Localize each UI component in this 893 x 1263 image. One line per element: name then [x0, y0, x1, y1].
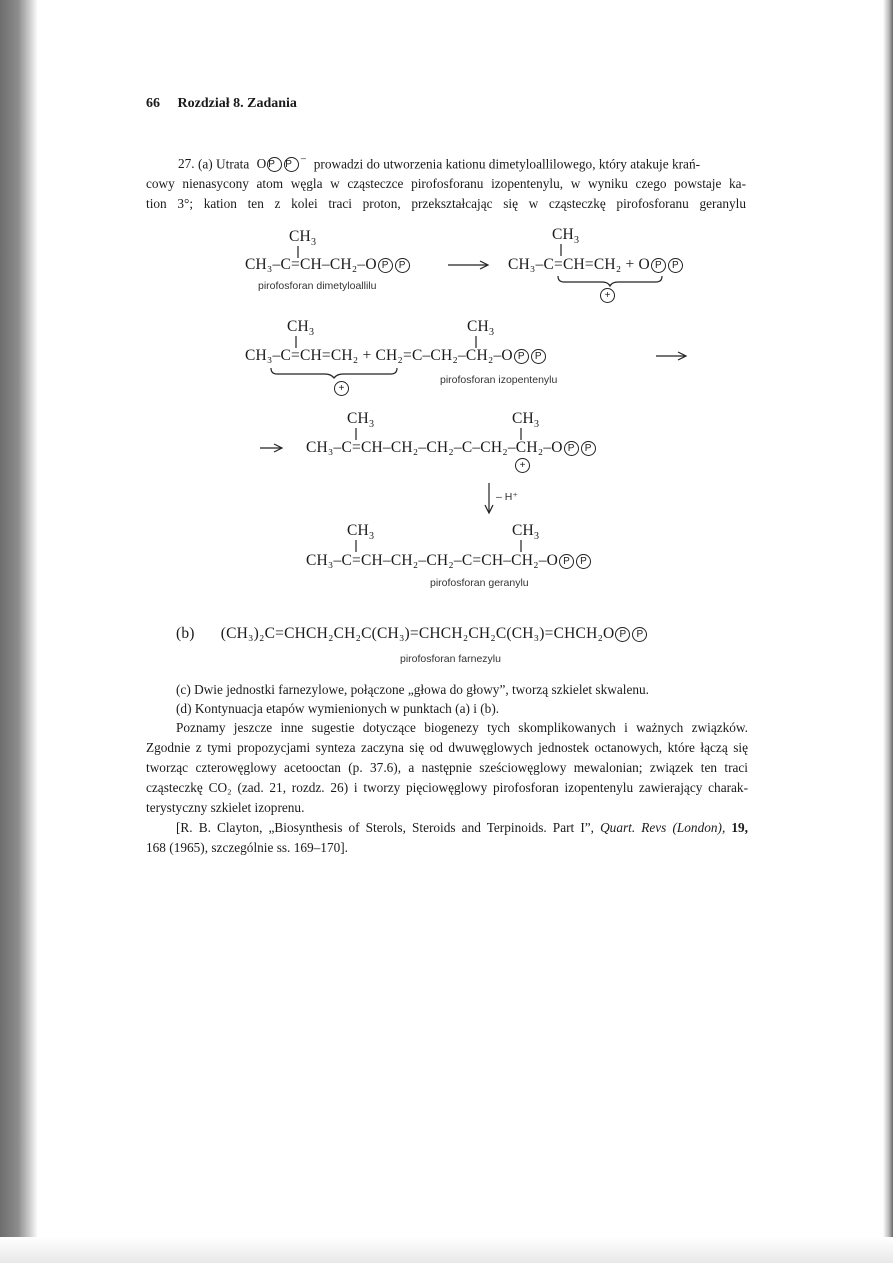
methyl-group: $CH_3$ [512, 522, 540, 543]
reference-line-1: [R. B. Clayton, „Biosynthesis of Sterols, Steroids and Terpinoids. Part I”, Quart. Revs (London), 19, [176, 820, 748, 835]
label-dmapp: pirofosforan dimetyloallilu [258, 280, 377, 292]
note-line: cząsteczkę CO₂ (zad. 21, rozdz. 26) i tworzy pięciowęglowy pirofosforan izopentenylu zawierający charak- [146, 780, 748, 795]
note-line: tworząc czterowęglowy acetooctan (p. 37.6), a następnie sześciowęglowy mewalonian; związek ten traci [146, 760, 748, 775]
methyl-group: $CH_3$ [512, 410, 540, 431]
methyl-group: $CH_3$ [347, 522, 375, 543]
dmapp-formula: CH₃–C=CH–CH₂–O P P [245, 256, 411, 274]
reference-line-2: 168 (1965), szczególnie ss. 169–170]. [146, 840, 348, 855]
intro-text-a: (a) Utrata [197, 156, 250, 172]
methyl-group: $CH_3$ [552, 226, 580, 247]
positive-charge: + [333, 379, 350, 397]
positive-charge: + [514, 456, 531, 474]
p-circle: P [267, 157, 282, 172]
problem-number: 27. [178, 156, 195, 172]
note-line: terystyczny szkielet izoprenu. [146, 800, 305, 815]
journal-title: Quart. Revs (London), [600, 820, 726, 835]
allyl-cation-formula: CH₃–C=CH=CH₂ + O P P [508, 256, 684, 274]
part-d: (d) Kontynuacja etapów wymienionych w punktach (a) i (b). [176, 701, 500, 716]
geranyl-formula: CH₃–C=CH–CH₂–CH₂–C=CH–CH₂–O P P [306, 552, 592, 570]
p-circle: P [284, 157, 299, 172]
intro-line-3: tion 3°; kation ten z kolei traci proton, przekształcając się w cząsteczkę pirofosforanu geranylu [146, 196, 746, 212]
note-paragraph [146, 718, 748, 818]
part-b-label: (b) [176, 625, 195, 642]
allyl-brace [271, 368, 397, 378]
farnesyl-formula: (CH₃)₂C=CHCH₂CH₂C(CH₃)=CHCH₂CH₂C(CH₃)=CHCH₂O [220, 625, 615, 642]
positive-charge: + [599, 287, 616, 303]
part-c: (c) Dwie jednostki farnezylowe, połączone „głowa do głowy”, tworzą szkielet skwalenu. [176, 682, 649, 697]
note-line: Zgodnie z tymi propozycjami synteza zaczyna się od dwuwęglowych jednostek octanowych, które łączą się [146, 740, 748, 755]
condensation-formula: CH₃–C=CH=CH₂ + CH₂=C–CH₂–CH₂–O P P [245, 347, 547, 365]
part-b: (b) (CH₃)₂C=CHCH₂CH₂C(CH₃)=CHCH₂CH₂C(CH₃)=CHCH₂O P P [176, 625, 648, 643]
note-line: Poznamy jeszcze inne sugestie dotyczące biogenezy tych skomplikowanych i ważnych związków. [176, 720, 748, 735]
intro-text-b: prowadzi do utworzenia kationu dimetyloallilowego, który atakuje krań- [313, 156, 701, 172]
volume: 19, [731, 820, 748, 835]
methyl-group: $CH_3$ [287, 318, 315, 339]
opp-o: O [256, 156, 267, 172]
methyl-group: $CH_3$ [467, 318, 495, 339]
methyl-group: $CH_3$ [347, 410, 375, 431]
minus-h-label: – H⁺ [496, 491, 518, 503]
label-geranyl: pirofosforan geranylu [430, 577, 529, 589]
allyl-brace [558, 276, 662, 286]
tertiary-cation-formula: CH₃–C=CH–CH₂–CH₂–C–CH₂–CH₂–O P P [306, 439, 597, 457]
chapter-title: Rozdział 8. Zadania [177, 96, 297, 111]
label-ipp: pirofosforan izopentenylu [440, 374, 558, 386]
opp-charge: − [300, 154, 307, 166]
methyl-group: $CH_3$ [289, 228, 317, 249]
reference [146, 818, 748, 858]
label-farnesyl: pirofosforan farnezylu [400, 653, 501, 665]
intro-line-2: cowy nienasycony atom węgla w cząsteczce pirofosforanu izopentenylu, w wyniku czego powstaje ka- [146, 176, 746, 192]
page-number: 66 [146, 96, 160, 111]
